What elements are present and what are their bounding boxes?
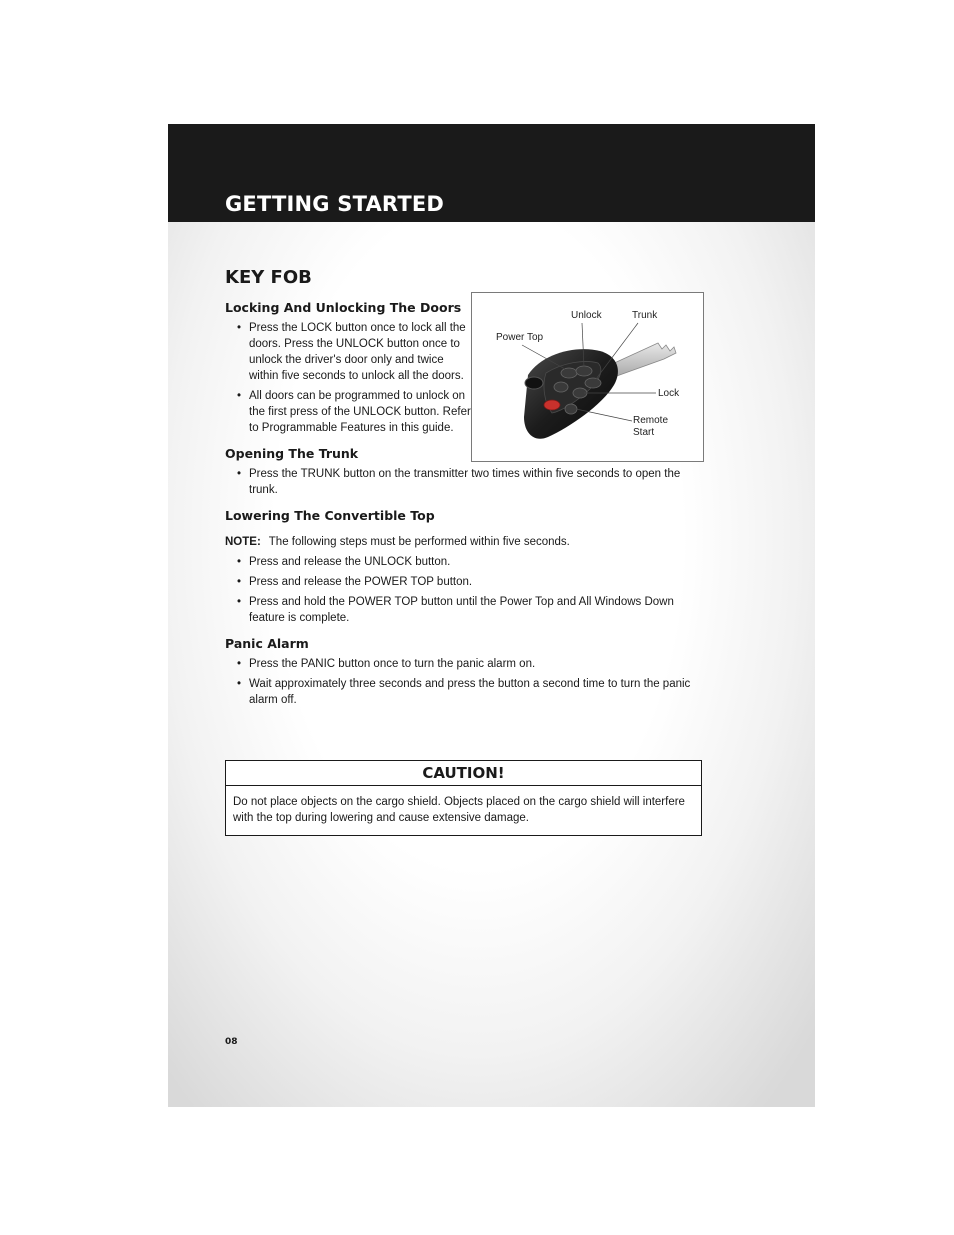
- caution-text: Do not place objects on the cargo shield. Objects placed on the cargo shield will interfere with the top during lowering and cause extensive damage.: [233, 796, 685, 824]
- power-top-lower-button-icon: [554, 382, 568, 392]
- panic-list: [225, 656, 703, 708]
- list-item: • Press the LOCK button once to lock all the doors. Press the UNLOCK button once to unlock the driver's door only and twice within five seconds to unlock all the doors.: [225, 320, 703, 384]
- key-blade-icon: [610, 343, 676, 377]
- list-item: • Press and release the POWER TOP button.: [225, 574, 703, 590]
- list-item: • Press the TRUNK button on the transmitter two times within five seconds to open the trunk.: [225, 466, 703, 498]
- convertible-list: [225, 554, 703, 626]
- trunk-list: [225, 466, 703, 498]
- note-label: NOTE:: [225, 536, 261, 548]
- trunk-button-icon: [585, 378, 601, 388]
- fob-body-icon: [524, 349, 618, 439]
- list-item: • All doors can be programmed to unlock on the first press of the UNLOCK button. Refer to Programmable Features in this guide.: [225, 388, 703, 436]
- list-item: • Press and hold the POWER TOP button until the Power Top and All Windows Down feature is complete.: [225, 594, 703, 626]
- panic-heading: Panic Alarm: [225, 636, 309, 651]
- note: [225, 534, 703, 550]
- label-power-top: Power Top: [496, 332, 544, 343]
- panic-button-icon: [544, 400, 560, 410]
- label-unlock: Unlock: [571, 310, 602, 321]
- convertible-heading: Lowering The Convertible Top: [225, 508, 435, 523]
- label-remote-start: [633, 415, 668, 439]
- label-trunk: Trunk: [632, 310, 658, 321]
- page-number: 08: [225, 1037, 238, 1047]
- label-lock: Lock: [658, 388, 680, 399]
- label-start: Start: [633, 427, 655, 438]
- locking-heading: Locking And Unlocking The Doors: [225, 300, 462, 315]
- caution-box: [225, 760, 702, 836]
- section-title: KEY FOB: [225, 267, 312, 288]
- unlock-button-icon: [576, 366, 592, 376]
- key-fob-figure: [471, 292, 704, 462]
- note-text: The following steps must be performed within five seconds.: [268, 536, 570, 548]
- trunk-heading: Opening The Trunk: [225, 446, 359, 461]
- list-item: • Wait approximately three seconds and press the button a second time to turn the panic alarm off.: [225, 676, 703, 708]
- manual-page: [168, 124, 815, 1107]
- list-item: • Press the PANIC button once to turn the panic alarm on.: [225, 656, 703, 672]
- label-remote: Remote: [633, 415, 669, 426]
- list-item: • Press and release the UNLOCK button.: [225, 554, 703, 570]
- power-top-button-icon: [561, 368, 577, 378]
- remote-start-button-icon: [565, 404, 577, 414]
- chapter-title: GETTING STARTED: [225, 192, 445, 216]
- caution-title: CAUTION!: [226, 761, 701, 786]
